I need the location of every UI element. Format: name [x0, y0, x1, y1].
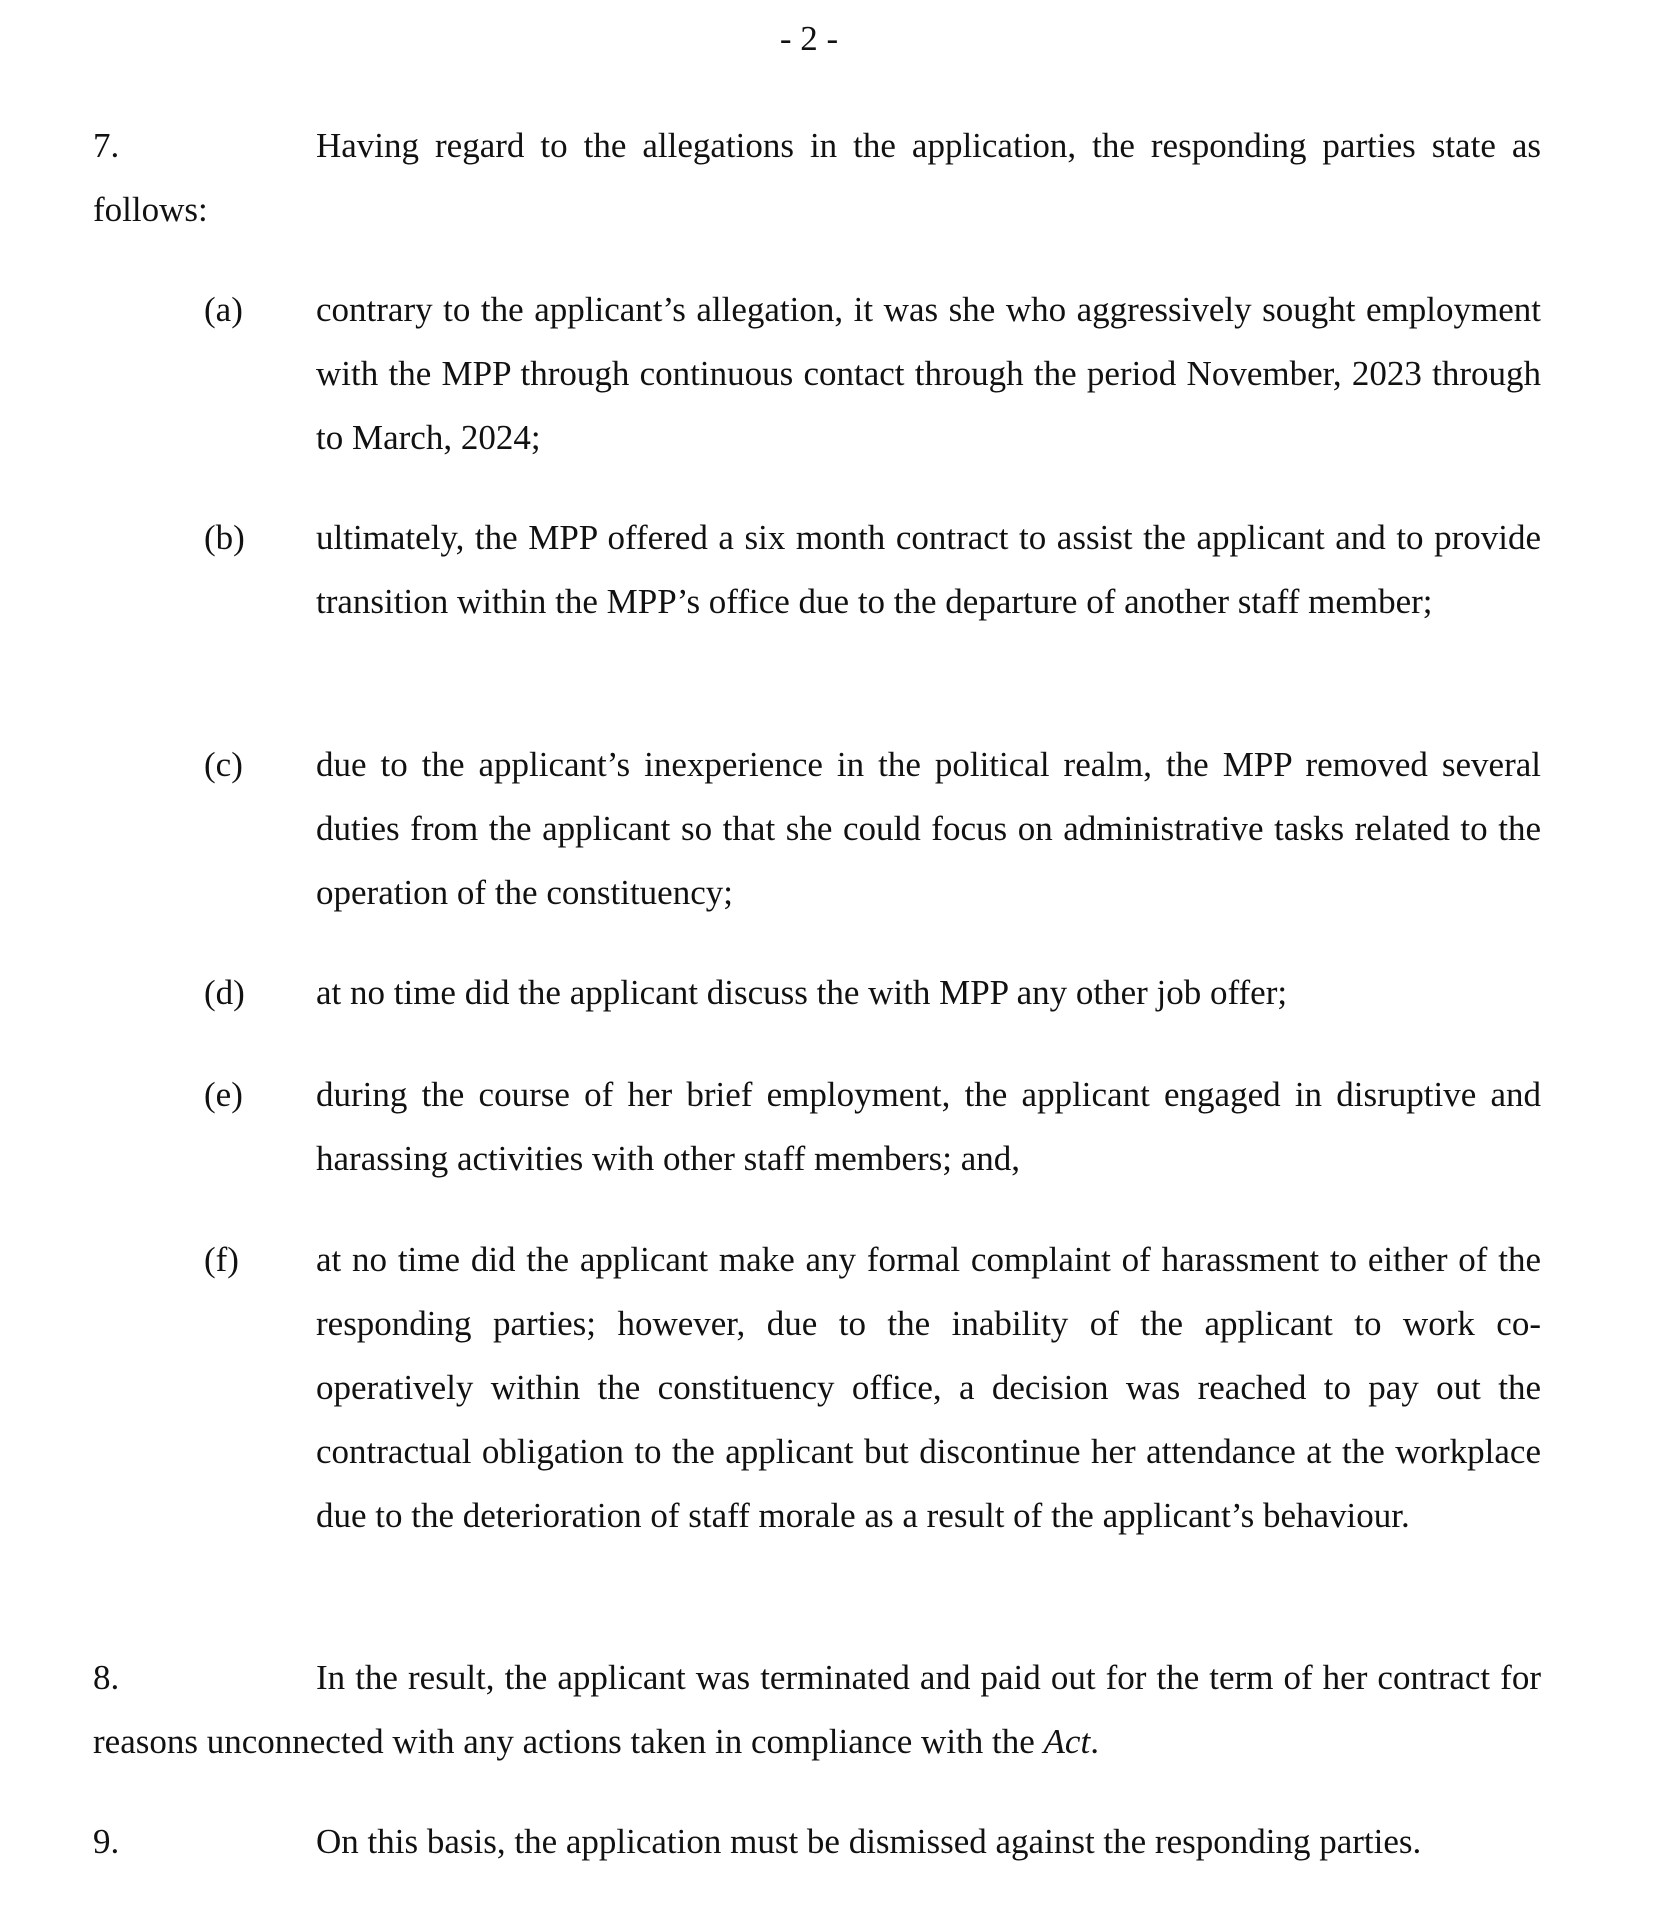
item-text: contrary to the applicant’s allegation, it was she who aggressively sought employment with the MPP through continuous contact through the period November, 2023 through to March, 2024;	[316, 290, 1541, 457]
item-label: (c)	[204, 745, 243, 784]
item-text: ultimately, the MPP offered a six month contract to assist the applicant and to provide transition within the MPP’s office due to the departure of another staff member;	[316, 518, 1541, 621]
item-label: (b)	[204, 518, 245, 557]
paragraph-text: On this basis, the application must be dismissed against the responding parties.	[316, 1822, 1422, 1861]
item-text: at no time did the applicant make any formal complaint of harassment to either of the responding parties; however, due to the inability of the applicant to work co-operatively within the constituency office, a decision was reached to pay out the contractual obligation to the applicant but discontinue her attendance at the workplace due to the deterioration of staff morale as a result of the applicant’s behaviour.	[316, 1240, 1541, 1535]
item-text: at no time did the applicant discuss the with MPP any other job offer;	[316, 973, 1288, 1012]
paragraph-number: 7.	[93, 126, 120, 165]
paragraph-9	[93, 1810, 1541, 1874]
paragraph-text: Having regard to the allegations in the application, the responding parties state as follows:	[93, 126, 1541, 229]
list-item-f	[204, 1228, 1541, 1548]
list-item-a	[204, 278, 1541, 470]
paragraph-number: 8.	[93, 1658, 120, 1697]
paragraph-8	[93, 1646, 1541, 1774]
paragraph-text: In the result, the applicant was terminated and paid out for the term of her contract for reasons unconnected with any actions taken in compliance with the	[93, 1658, 1541, 1761]
page-number: - 2 -	[779, 19, 839, 58]
paragraph-number: 9.	[93, 1822, 120, 1861]
item-label: (d)	[204, 973, 245, 1012]
item-label: (f)	[204, 1240, 239, 1279]
item-text: during the course of her brief employment, the applicant engaged in disruptive and harassing activities with other staff members; and,	[316, 1075, 1541, 1178]
item-label: (e)	[204, 1075, 243, 1114]
list-item-c	[204, 733, 1541, 925]
list-item-e	[204, 1063, 1541, 1191]
paragraph-7	[93, 114, 1541, 242]
list-item-b	[204, 506, 1541, 634]
paragraph-tail: .	[1090, 1722, 1099, 1761]
item-label: (a)	[204, 290, 243, 329]
list-item-d	[204, 961, 1541, 1025]
act-reference: Act	[1043, 1722, 1091, 1761]
item-text: due to the applicant’s inexperience in the political realm, the MPP removed several duties from the applicant so that she could focus on administrative tasks related to the operation of the constituency;	[316, 745, 1541, 912]
